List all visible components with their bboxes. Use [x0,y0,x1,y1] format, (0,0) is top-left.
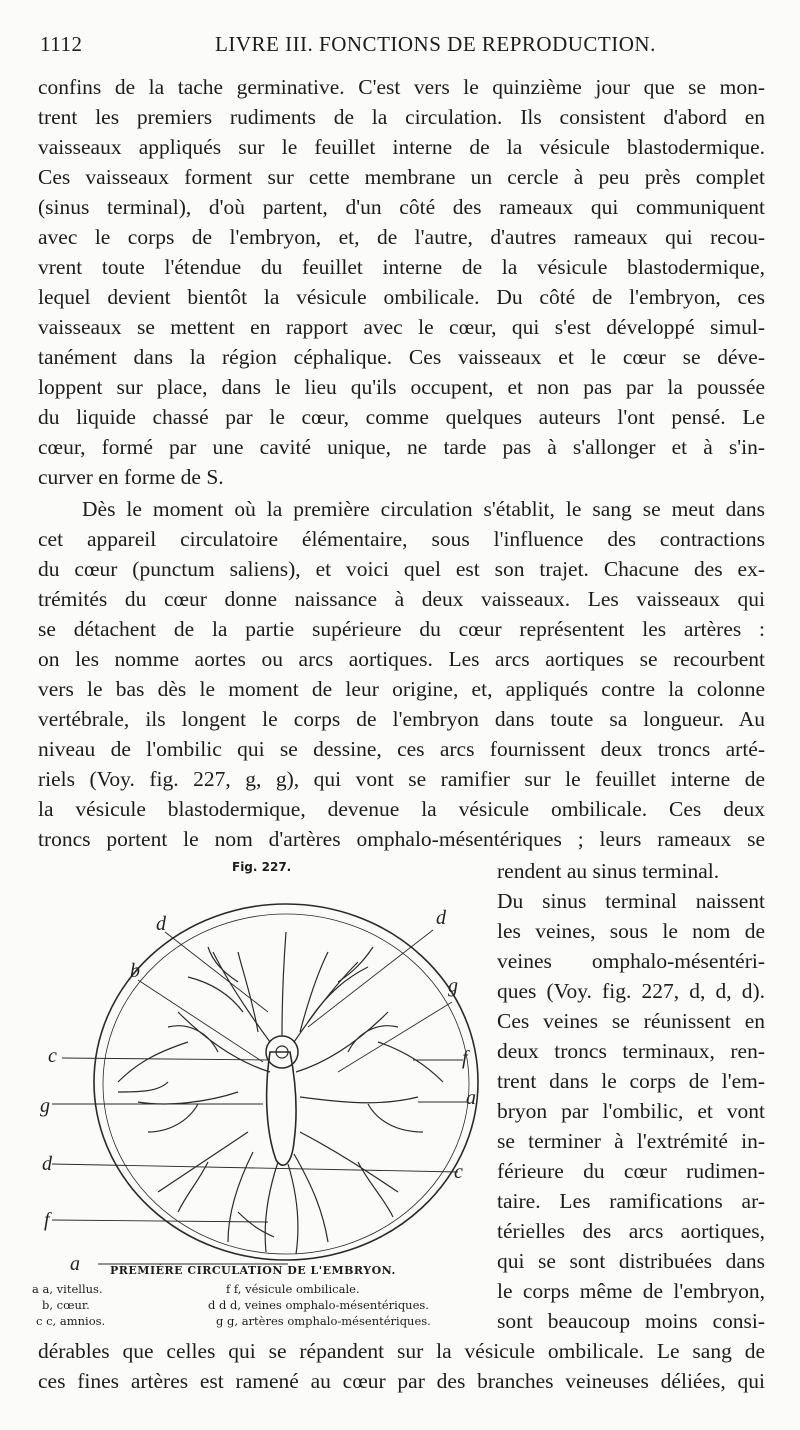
text-line: ces fines artères est ramené au cœur par des branches veineuses déliées, qui [38,1369,765,1393]
text-line: trémités du cœur donne naissance à deux vaisseaux. Les vaisseaux qui [38,587,765,611]
text-line: férieure du cœur rudimen- [497,1159,765,1183]
text-line: riels (Voy. fig. 227, g, g), qui vont se ramifier sur le feuillet interne de [38,767,765,791]
text-line: confins de la tache germinative. C'est vers le quinzième jour que se mon- [38,75,765,99]
legend-item: f f, vésicule ombilicale. [226,1282,360,1296]
text-line: Ces vaisseaux forment sur cette membrane un cercle à peu près complet [38,165,765,189]
text-line: la vésicule blastodermique, devenue la vésicule ombilicale. Ces deux [38,797,765,821]
text-line: sont beaucoup moins consi- [497,1309,765,1333]
fig-letter-f: f [462,1047,468,1069]
text-line: Du sinus terminal naissent [497,889,765,913]
text-line: cet appareil circulatoire élémentaire, sous l'influence des contractions [38,527,765,551]
text-line: qui se sont distribuées dans [497,1249,765,1273]
text-line: avec le corps de l'embryon, et, de l'autre, d'autres rameaux qui recou- [38,225,765,249]
text-line: Dès le moment où la première circulation s'établit, le sang se meut dans [82,497,765,521]
text-line: dérables que celles qui se répandent sur la vésicule ombilicale. Le sang de [38,1339,765,1363]
legend-item: c c, amnios. [36,1314,106,1328]
text-line: bryon par l'ombilic, et vont [497,1099,765,1123]
legend-item: d d d, veines omphalo-mésentériques. [208,1298,429,1312]
text-line: vaisseaux appliqués sur le feuillet interne de la vésicule blastodermique. [38,135,765,159]
page-number: 1112 [40,32,83,56]
text-line: niveau de l'ombilic qui se dessine, ces arcs fournissent deux troncs arté- [38,737,765,761]
text-line: curver en forme de S. [38,465,224,489]
fig-letter-d: d [436,907,446,929]
text-line: du liquide chassé par le cœur, comme quelques auteurs l'ont pensé. Le [38,405,765,429]
text-line: Ces veines se réunissent en [497,1009,765,1033]
text-line: loppent sur place, dans le lieu qu'ils occupent, et non pas par la poussée [38,375,765,399]
text-line: rendent au sinus terminal. [497,859,720,883]
text-line: se terminer à l'extrémité in- [497,1129,765,1153]
text-line: cœur, formé par une cavité unique, ne tarde pas à s'allonger et à s'in- [38,435,765,459]
figure-label: Fig. 227. [232,860,292,874]
running-title: LIVRE III. FONCTIONS DE REPRODUCTION. [215,32,656,56]
text-line: troncs portent le nom d'artères omphalo-mésentériques ; leurs rameaux se [38,827,765,851]
fig-letter-c: c [48,1045,57,1067]
legend-item: a a, vitellus. [32,1282,103,1296]
fig-letter-g: g [40,1095,50,1117]
text-line: veines omphalo-mésentéri- [497,949,765,973]
text-line: vaisseaux se mettent en rapport avec le cœur, qui s'est développé simul- [38,315,765,339]
text-line: le corps même de l'embryon, [497,1279,765,1303]
text-line: lequel devient bientôt la vésicule ombilicale. Du côté de l'embryon, ces [38,285,765,309]
text-line: vrent toute l'étendue du feuillet interne de la vésicule blastodermique, [38,255,765,279]
fig-letter-c: c [454,1161,463,1183]
fig-letter-g: g [448,975,458,997]
fig-letter-d: d [156,913,166,935]
text-line: tanément dans la région céphalique. Ces vaisseaux et le cœur se déve- [38,345,765,369]
page-header [40,32,770,62]
text-line: vertébrale, ils longent le corps de l'embryon dans toute sa longueur. Au [38,707,765,731]
caption-title: PREMIÈRE CIRCULATION DE L'EMBRYON. [110,1264,396,1277]
text-line: taire. Les ramifications ar- [497,1189,765,1213]
legend-item: b, cœur. [42,1298,90,1312]
text-line: du cœur (punctum saliens), et voici quel est son trajet. Chacune des ex- [38,557,765,581]
text-line: on les nomme aortes ou arcs aortiques. Les arcs aortiques se recourbent [38,647,765,671]
fig-letter-a: a [70,1253,80,1275]
text-line: vers le bas dès le moment de leur origine, et, appliqués contre la colonne [38,677,765,701]
fig-letter-a: a [466,1087,476,1109]
text-line: trent les premiers rudiments de la circulation. Ils consistent d'abord en [38,105,765,129]
fig-letter-b: b [130,960,140,982]
text-line: les veines, sous le nom de [497,919,765,943]
text-line: deux troncs terminaux, ren- [497,1039,765,1063]
text-line: se détachent de la partie supérieure du cœur représentent les artères : [38,617,765,641]
fig-letter-d: d [42,1153,52,1175]
text-line: (sinus terminal), d'où partent, d'un côté des rameaux qui communiquent [38,195,765,219]
legend-item: g g, artères omphalo-mésentériques. [216,1314,431,1328]
text-line: trent dans le corps de l'em- [497,1069,765,1093]
fig-letter-f: f [44,1209,50,1231]
text-line: ques (Voy. fig. 227, d, d, d). [497,979,765,1003]
text-line: térielles des arcs aortiques, [497,1219,765,1243]
